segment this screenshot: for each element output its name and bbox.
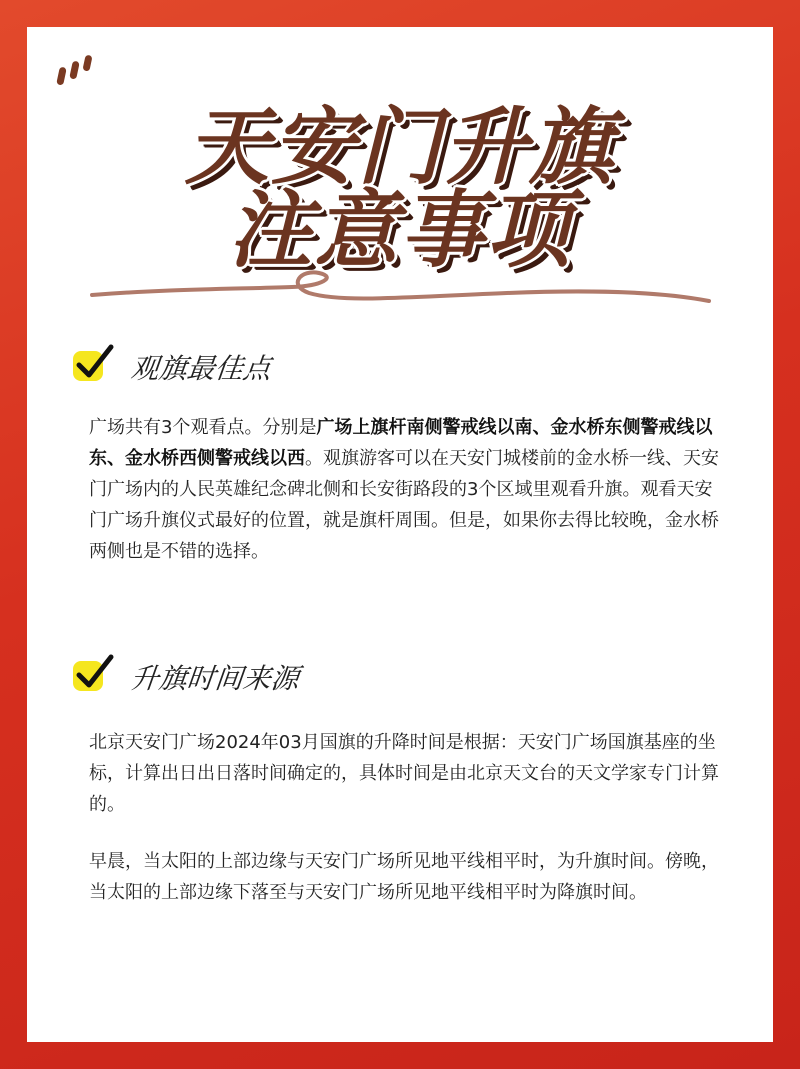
section-2-paragraph-2 <box>89 846 719 908</box>
section-1-paragraph-1 <box>89 412 719 567</box>
section-1-title: 观旗最佳点 <box>129 352 273 385</box>
page-title-line-2: 注意事项 <box>227 181 572 279</box>
text-run: 。观旗游客可以在天安门城楼前的金水桥一线、天安门广场内的人民英雄纪念碑北侧和长安街路段的3个区域里观看升旗。观看天安门广场升旗仪式最好的位置，就是旗杆周围。但是，如果你去得比较晚，金水桥两侧也是不错的选择。 <box>89 448 719 562</box>
check-icon <box>69 341 117 389</box>
text-run: 广场共有3个观看点。分别是 <box>89 417 317 438</box>
text-run: 早晨，当太阳的上部边缘与天安门广场所见地平线相平时，为升旗时间。傍晚，当太阳的上部边缘下落至与天安门广场所见地平线相平时为降旗时间。 <box>89 851 719 903</box>
section-2-paragraph-1 <box>89 727 719 820</box>
page-title-line-1: 天安门升旗 <box>184 98 615 196</box>
decorative-squiggle <box>87 267 717 317</box>
text-run-bold: 广场上旗杆南侧警戒线以南、金水桥东侧警戒线以东、金水桥西侧警戒线以西 <box>89 417 713 469</box>
content-card <box>27 27 773 1042</box>
section-2-title: 升旗时间来源 <box>129 662 301 695</box>
check-icon <box>69 651 117 699</box>
text-run: 北京天安门广场2024年03月国旗的升降时间是根据：天安门广场国旗基座的坐标，计算出日出日落时间确定的，具体时间是由北京天文台的天文学家专门计算的。 <box>89 732 719 815</box>
quote-marks-icon <box>55 53 95 87</box>
